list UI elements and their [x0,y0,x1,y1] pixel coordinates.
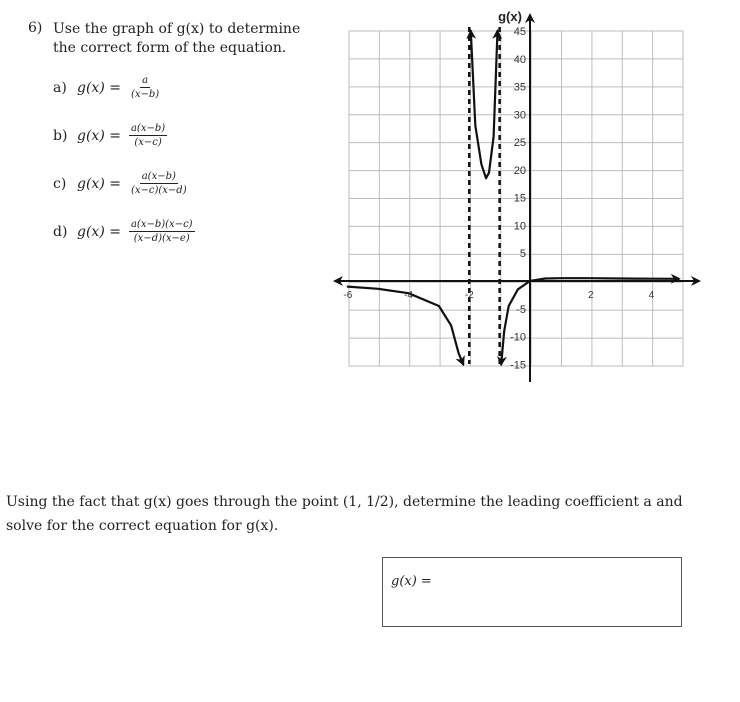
answer-input[interactable] [447,568,673,618]
answer-lead: g(x) = [391,574,432,589]
y-tick-label: -10 [510,331,526,344]
option-label: c) [53,175,67,192]
option-label: b) [53,127,68,144]
y-tick-label: 15 [513,192,526,205]
question-text: Use the graph of g(x) to determine the correct form of the equation. [53,21,301,56]
x-tick-label: -6 [343,290,353,301]
fraction-denominator: (x−c) [134,137,162,148]
fraction-numerator: a [142,75,149,86]
y-tick-label: 35 [513,81,526,94]
y-tick-label: 10 [513,220,526,233]
option-lhs: g(x) = [77,175,121,192]
option-lhs: g(x) = [77,127,121,144]
fraction-denominator: (x−d)(x−e) [133,233,190,244]
answer-box[interactable] [382,557,682,627]
fraction-denominator: (x−c)(x−d) [130,185,187,196]
prompt-text [6,490,706,538]
fraction-numerator: a(x−b)(x−c) [130,219,193,230]
option-label: d) [53,223,68,240]
y-tick-label: 30 [513,109,526,122]
prompt-point: (1, 1/2) [342,494,395,510]
prompt-part-2: , determine the leading coefficient a and solve for the correct equation for g(x). [6,494,683,534]
prompt-part-1: Using the fact that g(x) goes through the point [6,494,343,510]
question-number: 6) [28,20,43,36]
y-tick-label: 25 [513,137,526,150]
y-tick-label: 40 [513,53,526,66]
y-tick-label: 5 [519,248,526,261]
x-tick-label: -2 [464,290,474,301]
y-axis-label: g(x) [498,9,522,24]
x-tick-label: 2 [587,290,594,301]
x-tick-label: 4 [648,290,655,301]
curve-branch [471,31,498,178]
fraction-numerator: a(x−b) [130,123,166,134]
option-label: a) [53,79,67,96]
x-tick-label: -4 [404,290,413,301]
y-tick-label: 20 [513,164,526,177]
y-tick-label: 45 [513,26,526,38]
fraction-numerator: a(x−b) [141,171,176,182]
y-tick-label: -15 [510,359,526,372]
y-tick-label: -5 [516,303,526,316]
option-lhs: g(x) = [77,223,121,240]
option-lhs: g(x) = [77,79,121,96]
fraction-denominator: (x−b) [130,89,160,100]
